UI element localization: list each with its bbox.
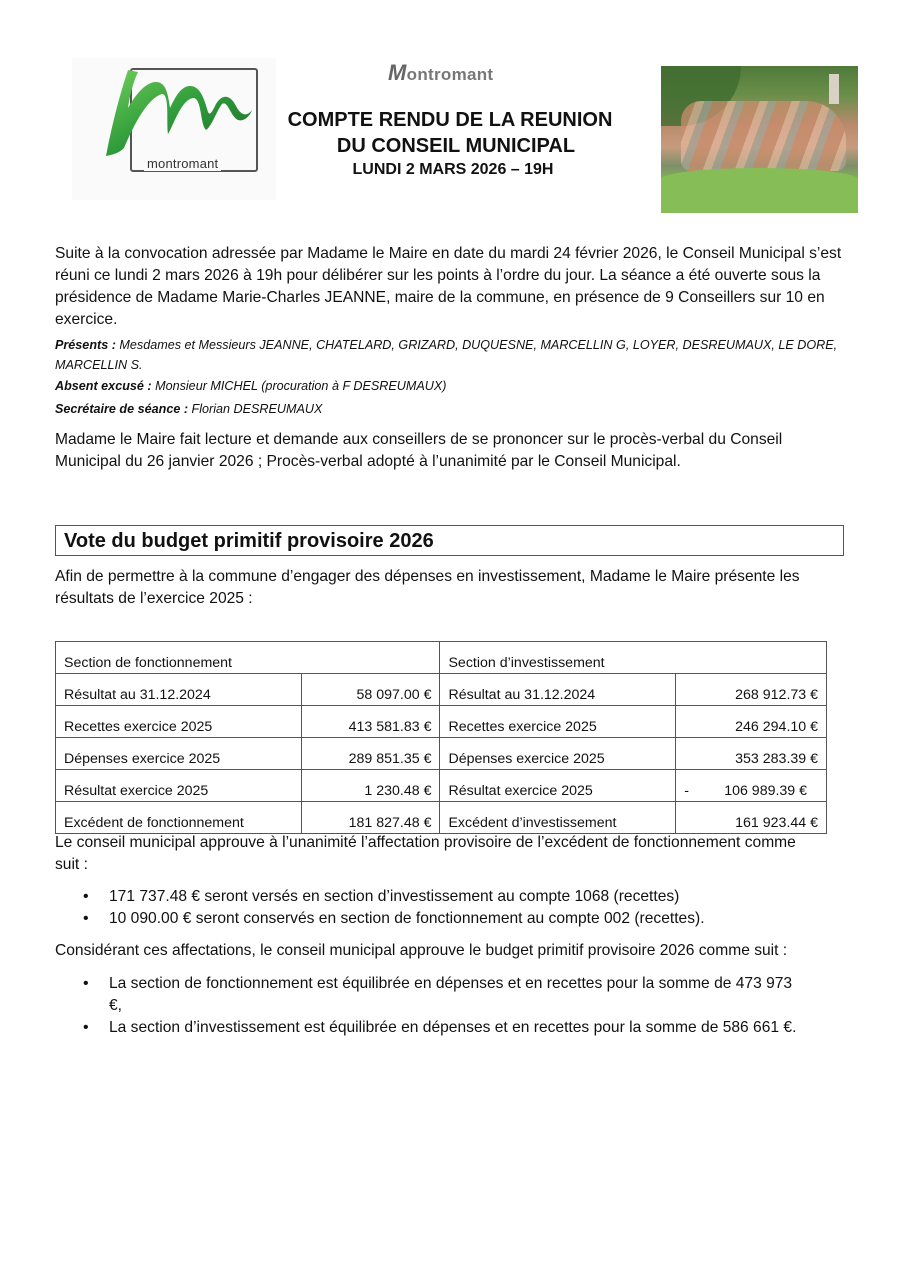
affectation-paragraph: Le conseil municipal approuve à l’unanimité l’affectation provisoire de l’excédent de fonctionnement comme suit : (55, 834, 796, 873)
table-row (56, 706, 827, 738)
negative-sign: - (684, 783, 689, 799)
i-label: Excédent d’investissement (440, 802, 676, 834)
investissement-header: Section d’investissement (440, 642, 827, 674)
photo-field (661, 168, 858, 213)
document-title (270, 107, 630, 181)
f-amount: 1 230.48 € (301, 770, 440, 802)
secretaire-value: Florian DESREUMAUX (188, 402, 323, 416)
secretaire-label: Secrétaire de séance : (55, 402, 189, 416)
i-amount: 268 912.73 € (676, 674, 827, 706)
fonctionnement-header: Section de fonctionnement (56, 642, 440, 674)
list-item: • 171 737.48 € seront versés en section d’investissement au compte 1068 (recettes) (55, 886, 850, 908)
presents-label: Présents : (55, 338, 116, 352)
title-date: LUNDI 2 MARS 2026 – 19H (352, 161, 554, 178)
i-amount: 246 294.10 € (676, 706, 827, 738)
i-amount-value: 106 989.39 € (724, 783, 808, 799)
photo-roofs (681, 101, 846, 171)
f-label: Résultat au 31.12.2024 (56, 674, 302, 706)
i-label: Recettes exercice 2025 (440, 706, 676, 738)
table-row (56, 770, 827, 802)
table-row (56, 738, 827, 770)
f-amount: 289 851.35 € (301, 738, 440, 770)
budget-results-table (55, 641, 827, 834)
title-line-2: DU CONSEIL MUNICIPAL (336, 135, 576, 157)
i-label: Résultat au 31.12.2024 (440, 674, 676, 706)
secretaire-line (55, 399, 850, 419)
title-line-1: COMPTE RENDU DE LA REUNION (287, 109, 613, 131)
f-amount: 58 097.00 € (301, 674, 440, 706)
presents-value: Mesdames et Messieurs JEANNE, CHATELARD, GRIZARD, DUQUESNE, MARCELLIN G, LOYER, DESREUMAUX, LE DORE, MARCELLIN S. (55, 338, 838, 372)
presents-line (55, 335, 850, 375)
logo-text: montromant (144, 156, 221, 171)
f-amount: 413 581.83 € (301, 706, 440, 738)
affectation-list (55, 886, 850, 930)
section-title: Vote du budget primitif provisoire 2026 (55, 525, 844, 556)
f-amount: 181 827.48 € (301, 802, 440, 834)
montromant-logo (72, 58, 276, 200)
i-label: Résultat exercice 2025 (440, 770, 676, 802)
list-item: • La section de fonctionnement est équilibrée en dépenses et en recettes pour la somme de 473 973 €, (55, 973, 795, 1017)
pv-paragraph: Madame le Maire fait lecture et demande aux conseillers de se prononcer sur le procès-verbal du Conseil Municipal du 26 janvier 2026 ; Procès-verbal adopté à l’unanimité par le Conseil Municipal. (55, 431, 783, 470)
table-row (56, 674, 827, 706)
budget-list (55, 973, 795, 1039)
brand-rest: ontromant (406, 65, 494, 84)
list-item: • La section d’investissement est équilibrée en dépenses et en recettes pour la somme de 586 661 €. (55, 1017, 849, 1039)
village-photo (661, 66, 858, 213)
i-amount: 161 923.44 € (676, 802, 827, 834)
i-amount: 353 283.39 € (676, 738, 827, 770)
logo-m-icon (90, 64, 260, 164)
photo-church (829, 74, 839, 104)
section-intro: Afin de permettre à la commune d’engager des dépenses en investissement, Madame le Maire présente les résultats de l’exercice 2025 : (55, 568, 800, 607)
f-label: Résultat exercice 2025 (56, 770, 302, 802)
table-row (56, 802, 827, 834)
brand-wordmark (388, 60, 493, 86)
brand-initial: M (388, 60, 407, 85)
absent-value: Monsieur MICHEL (procuration à F DESREUMAUX) (151, 379, 447, 393)
i-label: Dépenses exercice 2025 (440, 738, 676, 770)
absent-line (55, 376, 850, 396)
budget-paragraph: Considérant ces affectations, le conseil municipal approuve le budget primitif provisoire 2026 comme suit : (55, 942, 788, 959)
list-item: • 10 090.00 € seront conservés en section de fonctionnement au compte 002 (recettes). (55, 908, 850, 930)
i-amount-negative (676, 770, 827, 802)
intro-paragraph: Suite à la convocation adressée par Madame le Maire en date du mardi 24 février 2026, le Conseil Municipal s’est réuni ce lundi 2 mars 2026 à 19h pour délibérer sur les points à l’ordre du jour. La séance a été ouverte sous la présidence de Madame Marie-Charles JEANNE, maire de la commune, en présence de 9 Conseillers sur 10 en exercice. (55, 245, 842, 328)
f-label: Dépenses exercice 2025 (56, 738, 302, 770)
table-header-row (56, 642, 827, 674)
absent-label: Absent excusé : (55, 379, 152, 393)
f-label: Recettes exercice 2025 (56, 706, 302, 738)
f-label: Excédent de fonctionnement (56, 802, 302, 834)
